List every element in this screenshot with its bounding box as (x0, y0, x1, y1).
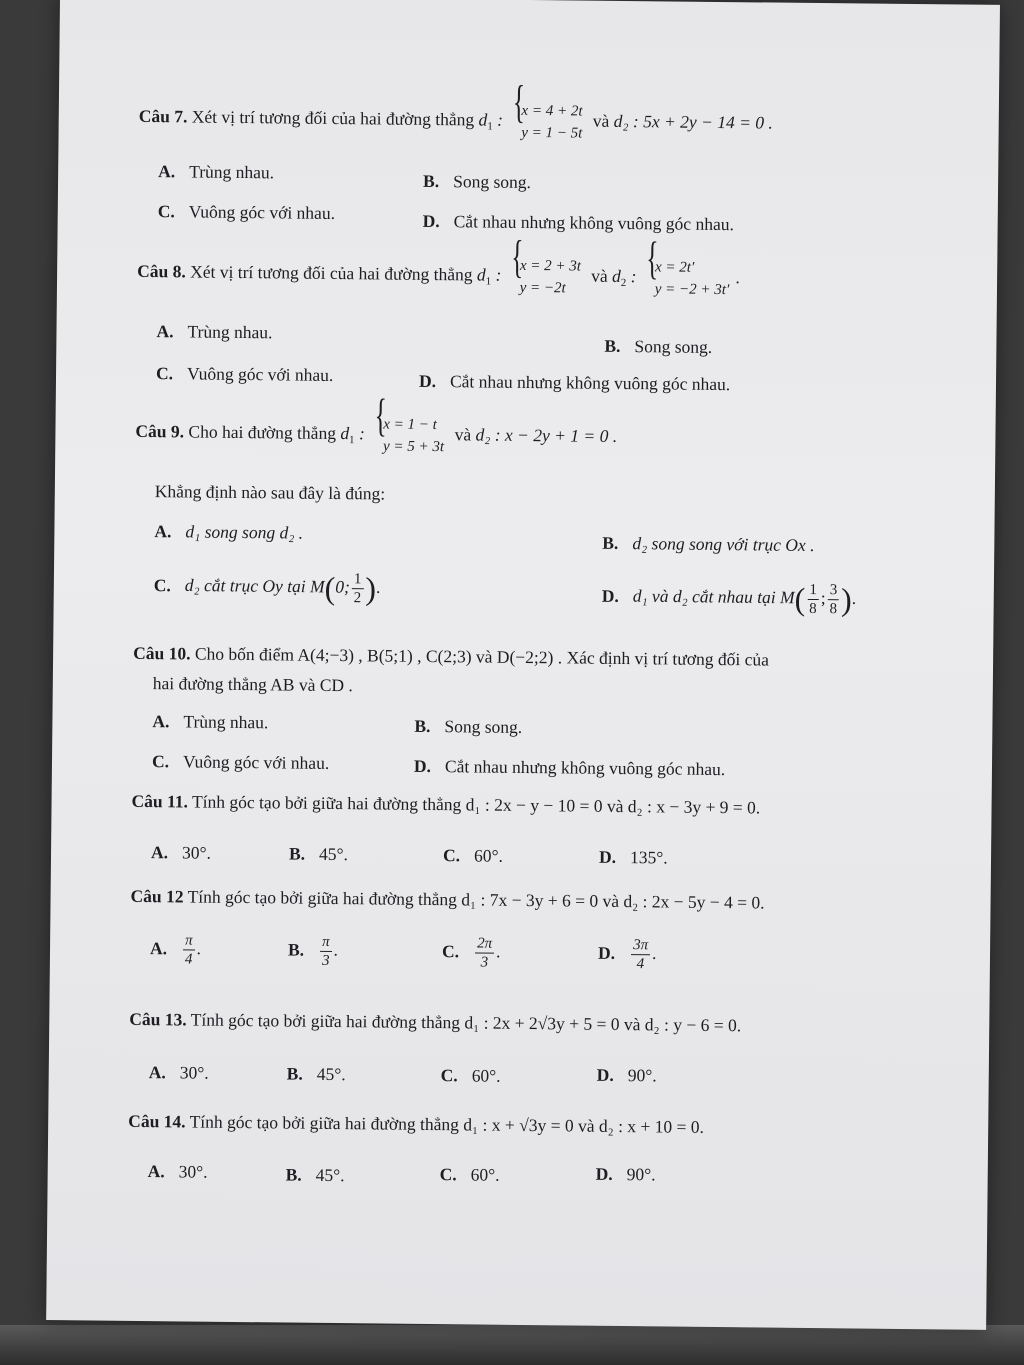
option-text: 90°. (626, 1164, 656, 1185)
option-text: 60°. (473, 845, 504, 866)
numerator: 2π (475, 934, 494, 953)
system-line: y = −2t (519, 279, 566, 297)
option-b[interactable] (602, 533, 814, 556)
option-key: C. (441, 940, 460, 961)
option-c[interactable] (158, 201, 335, 224)
option-text: Trùng nhau. (183, 711, 269, 733)
option-key: A. (150, 842, 169, 863)
option-a[interactable] (154, 521, 303, 544)
system-line: { x = 2 + 3t (519, 257, 582, 275)
option-key: D. (601, 585, 619, 606)
denominator: 3 (321, 952, 330, 969)
option-key: A. (152, 711, 170, 732)
numerator: π (183, 931, 195, 950)
option-key: B. (286, 1063, 303, 1084)
option-a[interactable] (151, 842, 211, 864)
option-key: D. (413, 755, 432, 777)
conjunction: và (591, 265, 608, 286)
option-text: 135°. (629, 847, 668, 868)
option-c[interactable]: C. $\frac{2\pi}{3}$ . (441, 935, 501, 971)
option-d[interactable] (597, 1065, 657, 1087)
d1-system (509, 100, 583, 145)
fraction (183, 931, 195, 968)
numerator: π (320, 933, 332, 952)
conjunction: và (592, 110, 610, 131)
option-text: 60°. (470, 1164, 500, 1185)
option-d[interactable] (596, 1164, 656, 1186)
d1-system (508, 255, 582, 300)
option-d[interactable]: D. d₁ và d₂ cắt nhau tại M( $\frac{1}{8}$ ; $\frac{3}{8}$ ). (601, 580, 857, 618)
option-text: 45°. (315, 1164, 345, 1186)
denominator: 4 (184, 951, 193, 968)
option-key: B. (602, 532, 619, 553)
option-b[interactable] (287, 1064, 346, 1086)
fraction (631, 936, 650, 973)
option-text: Vuông góc với nhau. (182, 751, 330, 773)
d2-system (643, 256, 730, 301)
point-x: 0; (335, 576, 350, 597)
option-key: D. (422, 210, 440, 232)
option-key: C. (440, 1065, 458, 1086)
option-text: d₂ song song với trục Ox . (632, 533, 815, 556)
option-c[interactable] (440, 1164, 500, 1186)
question-text: Tính góc tạo bởi giữa hai đường thẳng d₁ : 2x − y − 10 = 0 và d₂ : x − 3y + 9 = 0. (191, 791, 761, 818)
denominator: 4 (636, 956, 645, 973)
option-text: 45°. (316, 1063, 346, 1085)
option-text: Vuông góc với nhau. (186, 363, 334, 385)
system-line: y = −2 + 3t′ (654, 281, 730, 299)
option-text: 30°. (179, 1062, 209, 1083)
question-number: Câu 13. (129, 1008, 187, 1030)
question-text-line2: hai đường thẳng AB và CD . (152, 673, 353, 696)
paren-close: ) (365, 570, 377, 607)
option-a[interactable] (158, 161, 274, 183)
option-text: Cắt nhau nhưng không vuông góc nhau. (453, 211, 735, 235)
fraction (475, 934, 494, 971)
d2-equation: d₂ : 5x + 2y − 14 = 0 . (613, 110, 773, 133)
option-b[interactable] (414, 716, 522, 738)
option-text: d₂ cắt trục Oy tại M (184, 574, 325, 597)
option-text: 60°. (471, 1065, 501, 1086)
option-d[interactable]: D. $\frac{3\pi}{4}$ . (597, 937, 657, 973)
option-key: A. (154, 521, 172, 542)
option-c[interactable] (441, 1065, 501, 1087)
denominator: 8 (809, 600, 817, 618)
option-key: B. (287, 939, 305, 960)
numerator: 1 (352, 570, 364, 589)
option-text: 90°. (627, 1065, 657, 1086)
question-text: Tính góc tạo bởi giữa hai đường thẳng d₁ : 7x − 3y + 6 = 0 và d₂ : 2x − 5y − 4 = 0. (187, 886, 765, 913)
question-number: Câu 8. (137, 260, 186, 282)
fraction (827, 581, 839, 618)
question-number: Câu 9. (135, 420, 185, 442)
d2-equation: d₂ : x − 2y + 1 = 0 . (475, 424, 618, 446)
exam-sheet (46, 0, 1000, 1330)
option-key: C. (153, 574, 171, 595)
question-9 (135, 411, 617, 460)
option-key: A. (156, 321, 174, 342)
option-key: C. (151, 751, 170, 772)
system-line: { x = 4 + 2t (521, 102, 583, 120)
option-text: 30°. (178, 1161, 208, 1182)
question-7 (139, 96, 774, 147)
fraction (807, 581, 819, 618)
numerator: 1 (807, 581, 819, 600)
denominator: 2 (353, 590, 362, 607)
option-text: Song song. (453, 171, 532, 193)
option-text: Cắt nhau nhưng không vuông góc nhau. (444, 756, 726, 780)
question-10 (133, 643, 769, 671)
d1-system (371, 413, 445, 458)
question-number: Câu 14. (128, 1110, 186, 1132)
option-d[interactable] (423, 211, 734, 235)
paren-close: ) (840, 581, 853, 618)
question-13 (129, 1009, 741, 1036)
system-line: { x = 2t′ (654, 259, 695, 276)
option-key: D. (418, 370, 437, 392)
numerator: 3 (828, 581, 840, 600)
option-key: A. (149, 937, 168, 958)
option-text: Song song. (444, 716, 523, 737)
d1-label: $d_1$ : (476, 264, 502, 288)
system-line: { x = 1 − t (383, 416, 437, 434)
question-text: Xét vị trí tương đối của hai đường thẳng (191, 106, 475, 130)
question-text: Cho hai đường thẳng (188, 421, 337, 444)
option-key: B. (288, 843, 306, 864)
option-key: A. (148, 1062, 166, 1083)
option-c[interactable] (152, 751, 329, 774)
question-12 (130, 886, 764, 914)
option-text: 45°. (319, 843, 349, 865)
option-c[interactable] (443, 845, 503, 867)
option-key: D. (598, 846, 617, 867)
option-text: d₁ song song d₂ . (185, 521, 304, 543)
option-key: A. (147, 1161, 165, 1182)
option-key: C. (442, 845, 461, 866)
d1-label: $d_1$ : (340, 423, 365, 447)
option-a[interactable] (149, 1062, 209, 1084)
question-number: Câu 7. (138, 105, 188, 127)
option-key: B. (422, 170, 440, 192)
option-b[interactable] (423, 171, 531, 193)
paren-open: ( (794, 580, 806, 617)
option-key: D. (595, 1163, 613, 1184)
option-key: C. (157, 201, 175, 222)
question-number: Câu 11. (131, 790, 189, 812)
option-key: A. (158, 161, 176, 182)
option-a[interactable] (156, 321, 272, 343)
option-key: B. (414, 715, 431, 736)
question-8: Câu 8. Xét vị trí tương đối của hai đường thẳng $d_1$ : { x = 2 + 3t y = −2t và $d_2$ : { x = 2t′ y = −2 + 3t′ . (137, 251, 740, 301)
option-c[interactable]: C. d₂ cắt trục Oy tại M(0; $\frac{1}{2}$ ). (153, 569, 381, 607)
option-b[interactable] (289, 844, 348, 866)
option-key: C. (439, 1164, 457, 1185)
question-number: Câu 12 (130, 885, 184, 907)
background-surface (0, 1325, 1024, 1365)
numerator: 3π (631, 936, 650, 955)
question-text: Tính góc tạo bởi giữa hai đường thẳng d₁ : 2x + 2√3y + 5 = 0 và d₂ : y − 6 = 0. (190, 1009, 742, 1036)
option-key: D. (596, 1064, 614, 1085)
option-a[interactable]: A. $\frac{\pi}{4}$ . (149, 932, 202, 968)
denominator: 8 (829, 601, 838, 618)
option-c[interactable] (156, 363, 333, 386)
option-text: Trùng nhau. (189, 161, 275, 183)
question-text: Xét vị trí tương đối của hai đường thẳng (190, 261, 473, 285)
option-b[interactable]: B. $\frac{\pi}{3}$ . (287, 933, 339, 969)
question-number: Câu 10. (133, 642, 191, 664)
question-text: Cho bốn điểm A(4;−3) , B(5;1) , C(2;3) và D(−2;2) . Xác định vị trí tương đối của (194, 643, 770, 670)
option-key: D. (597, 942, 616, 963)
paren-open: ( (324, 569, 336, 606)
d2-label: $d_2$ : (612, 265, 637, 290)
option-b[interactable] (286, 1165, 345, 1187)
option-a[interactable] (148, 1161, 208, 1183)
option-text: Vuông góc với nhau. (188, 201, 336, 223)
option-text: Trùng nhau. (187, 321, 273, 343)
fraction (320, 933, 332, 970)
question-14 (128, 1111, 704, 1138)
question-text: Tính góc tạo bởi giữa hai đường thẳng d₁ : x + √3y = 0 và d₂ : x + 10 = 0. (189, 1111, 705, 1137)
option-text: Cắt nhau nhưng không vuông góc nhau. (449, 371, 731, 395)
question-prompt: Khẳng định nào sau đây là đúng: (154, 481, 386, 504)
option-key: C. (155, 363, 174, 384)
fraction (352, 570, 364, 607)
conjunction: và (454, 424, 472, 445)
option-text: 30°. (181, 842, 212, 863)
system-line: y = 1 − 5t (521, 124, 583, 142)
option-key: B. (285, 1164, 302, 1185)
option-d[interactable] (419, 371, 730, 395)
question-11 (131, 791, 760, 819)
option-text: Song song. (634, 336, 713, 357)
option-text: d₁ và d₂ cắt nhau tại M (632, 585, 795, 608)
denominator: 3 (480, 954, 489, 971)
option-a[interactable] (152, 711, 268, 733)
option-d[interactable] (414, 756, 725, 780)
option-key: B. (604, 335, 621, 356)
system-line: y = 5 + 3t (382, 438, 445, 456)
option-d[interactable] (599, 847, 668, 869)
d1-label: $d_1$ : (478, 109, 504, 133)
option-b[interactable] (604, 336, 712, 358)
